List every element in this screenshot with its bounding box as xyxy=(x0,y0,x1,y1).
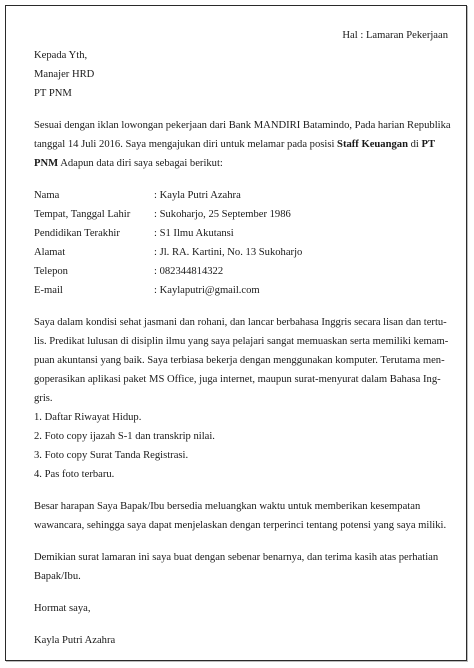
opening-line-2-text: tanggal 14 Juli 2016. Saya mengajukan diri untuk melamar pada posisi xyxy=(34,139,338,150)
attachment-item: 3. Foto copy Surat Tanda Registrasi. xyxy=(34,450,189,461)
closing-line-1: Demikian surat lamaran ini saya buat dengan sebenar benarnya, dan terima kasih atas perhatian xyxy=(34,552,439,563)
data-value-email: : Kaylaputri@gmail.com xyxy=(154,285,260,296)
data-value-education: : S1 Ilmu Akutansi xyxy=(154,228,234,239)
body-line-3: puan akuntansi yang baik. Saya terbiasa bekerja dengan menggunakan komputer. Terutama men- xyxy=(34,355,445,366)
salutation: Hormat saya, xyxy=(34,603,91,614)
data-label-education: Pendidikan Terakhir xyxy=(34,228,120,239)
data-label-address: Alamat xyxy=(34,247,66,258)
hope-line-1: Besar harapan Saya Bapak/Ibu bersedia meluangkan waktu untuk memberikan kesempatan xyxy=(34,501,421,512)
data-label-name: Nama xyxy=(34,190,60,201)
data-label-phone: Telepon xyxy=(34,266,68,277)
data-value-address: : Jl. RA. Kartini, No. 13 Sukoharjo xyxy=(154,247,303,258)
company-name-part-2: PNM xyxy=(34,158,59,169)
body-line-5: gris. xyxy=(34,393,53,404)
letter-page xyxy=(5,5,467,661)
opening-line-1: Sesuai dengan iklan lowongan pekerjaan dari Bank MANDIRI Batamindo, Pada harian Republika xyxy=(34,120,451,131)
opening-line-2 xyxy=(34,138,435,151)
company-name-part-1: PT xyxy=(421,139,436,150)
hope-line-2: wawancara, sehingga saya dapat menjelaskan dengan terperinci tentang potensi yang saya miliki. xyxy=(34,520,447,531)
data-value-phone: : 082344814322 xyxy=(154,266,224,277)
body-line-4: goperasikan aplikasi paket MS Office, juga internet, maupun surat-menyurat dalam Bahasa Ing- xyxy=(34,374,441,385)
recipient-line-3: PT PNM xyxy=(34,88,72,99)
attachment-item: 4. Pas foto terbaru. xyxy=(34,469,115,480)
data-value-name: : Kayla Putri Azahra xyxy=(154,190,241,201)
opening-line-3-text: Adapun data diri saya sebagai berikut: xyxy=(58,158,223,169)
attachment-item: 1. Daftar Riwayat Hidup. xyxy=(34,412,142,423)
opening-line-3 xyxy=(34,157,223,170)
recipient-line-1: Kepada Yth, xyxy=(34,50,88,61)
closing-line-2: Bapak/Ibu. xyxy=(34,571,81,582)
body-line-1: Saya dalam kondisi sehat jasmani dan rohani, dan lancar berbahasa Inggris secara lisan dan tertu- xyxy=(34,317,447,328)
signature-name: Kayla Putri Azahra xyxy=(34,635,116,646)
letter-document xyxy=(6,6,466,660)
position-name: Staff Keuangan xyxy=(337,139,408,150)
attachment-item: 2. Foto copy ijazah S-1 dan transkrip nilai. xyxy=(34,431,215,442)
body-line-2: lis. Predikat lulusan di disiplin ilmu yang saya pelajari sangat memuaskan serta memiliki kemam- xyxy=(34,336,449,347)
data-label-email: E-mail xyxy=(34,285,63,296)
opening-connector: di xyxy=(407,139,422,150)
recipient-line-2: Manajer HRD xyxy=(34,69,95,80)
subject-line: Hal : Lamaran Pekerjaan xyxy=(342,30,448,41)
data-value-birth: : Sukoharjo, 25 September 1986 xyxy=(154,209,291,220)
data-label-birth: Tempat, Tanggal Lahir xyxy=(34,209,131,220)
